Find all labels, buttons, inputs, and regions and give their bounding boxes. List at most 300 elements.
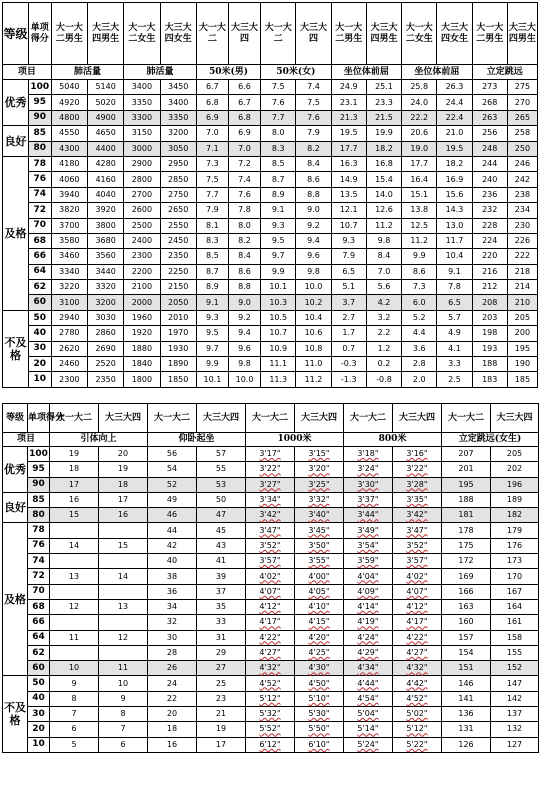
value-cell: 21.5: [366, 110, 401, 125]
value-cell: 160: [442, 615, 491, 630]
value-cell: 57: [197, 447, 246, 462]
value-cell: [50, 523, 99, 538]
value-cell: 19: [197, 722, 246, 737]
value-cell: 2050: [160, 295, 196, 310]
score-cell: 100: [28, 80, 51, 95]
value-cell: 9.4: [228, 326, 260, 341]
value-cell: 2350: [87, 372, 123, 387]
value-cell: 202: [491, 462, 539, 477]
value-cell: 15.6: [437, 187, 472, 202]
value-cell: 240: [472, 172, 507, 187]
value-cell: 17: [99, 492, 148, 507]
table-row: [3, 523, 539, 538]
value-cell: 2.2: [366, 326, 401, 341]
score-cell: 70: [28, 584, 50, 599]
value-cell: 9.5: [196, 326, 228, 341]
value-cell: 137: [491, 707, 539, 722]
value-cell: 8.5: [196, 249, 228, 264]
value-cell: 190: [507, 357, 537, 372]
score-cell: 50: [28, 676, 50, 691]
score-cell: 66: [28, 249, 51, 264]
value-cell: [99, 523, 148, 538]
table-row: [3, 187, 538, 202]
table-2-group-header: [3, 404, 539, 433]
value-cell: 4'09": [344, 584, 393, 599]
value-cell: 4'00": [295, 569, 344, 584]
value-cell: 49: [148, 492, 197, 507]
value-cell: 5.2: [402, 310, 437, 325]
value-cell: 14.0: [366, 187, 401, 202]
value-cell: 10.5: [261, 310, 296, 325]
value-cell: [99, 554, 148, 569]
value-cell: 3000: [124, 141, 160, 156]
value-cell: 2450: [160, 233, 196, 248]
value-cell: 2700: [124, 187, 160, 202]
value-cell: 3.3: [437, 357, 472, 372]
table-row: [3, 110, 538, 125]
score-cell: 30: [28, 707, 50, 722]
value-cell: 7.7: [261, 110, 296, 125]
value-cell: 164: [491, 599, 539, 614]
level-label: 及格: [3, 156, 29, 310]
table-row: [3, 310, 538, 325]
value-cell: 4'12": [246, 599, 295, 614]
value-cell: 2620: [51, 341, 87, 356]
value-cell: 4.2: [366, 295, 401, 310]
score-cell: 62: [28, 280, 51, 295]
value-cell: 3'18": [344, 447, 393, 462]
value-cell: 2.0: [402, 372, 437, 387]
value-cell: 37: [197, 584, 246, 599]
value-cell: 4'32": [246, 661, 295, 676]
value-cell: 5'30": [295, 707, 344, 722]
value-cell: 3'27": [246, 477, 295, 492]
value-cell: 3100: [51, 295, 87, 310]
value-cell: 10.1: [196, 372, 228, 387]
value-cell: 5040: [51, 80, 87, 95]
value-cell: 1960: [124, 310, 160, 325]
value-cell: 3'22": [393, 462, 442, 477]
value-cell: 47: [197, 508, 246, 523]
value-cell: 41: [197, 554, 246, 569]
value-cell: 3'28": [393, 477, 442, 492]
value-cell: 4'30": [295, 661, 344, 676]
value-cell: -0.3: [331, 357, 366, 372]
value-cell: 3.2: [366, 310, 401, 325]
table-row: [3, 707, 539, 722]
table-row: [3, 569, 539, 584]
value-cell: 142: [491, 691, 539, 706]
value-cell: 4280: [87, 156, 123, 171]
value-cell: 17: [50, 477, 99, 492]
value-cell: 2780: [51, 326, 87, 341]
score-cell: 64: [28, 630, 50, 645]
value-cell: 19.5: [331, 126, 366, 141]
value-cell: 3320: [87, 280, 123, 295]
value-cell: 4.9: [437, 326, 472, 341]
value-cell: 20.6: [402, 126, 437, 141]
score-cell: 20: [28, 722, 50, 737]
table-row: [3, 156, 538, 171]
value-cell: 9.6: [228, 341, 260, 356]
table-row: [3, 295, 538, 310]
value-cell: 9.2: [228, 310, 260, 325]
group-header: 大一大二男生: [331, 3, 366, 65]
value-cell: 4040: [87, 187, 123, 202]
value-cell: 173: [491, 554, 539, 569]
value-cell: 155: [491, 645, 539, 660]
value-cell: 17: [197, 737, 246, 752]
value-cell: 11.1: [261, 357, 296, 372]
value-cell: 10.7: [331, 218, 366, 233]
value-cell: -1.3: [331, 372, 366, 387]
value-cell: 203: [472, 310, 507, 325]
value-cell: 2600: [124, 203, 160, 218]
table-row: [3, 676, 539, 691]
value-cell: 9.3: [331, 233, 366, 248]
value-cell: 3580: [51, 233, 87, 248]
level-label: 优秀: [3, 80, 29, 126]
value-cell: 3'35": [393, 492, 442, 507]
value-cell: 5'10": [295, 691, 344, 706]
value-cell: 2000: [124, 295, 160, 310]
value-cell: 9.2: [296, 218, 331, 233]
value-cell: 3220: [51, 280, 87, 295]
value-cell: 6.7: [228, 95, 260, 110]
value-cell: 3680: [87, 233, 123, 248]
value-cell: 9: [99, 691, 148, 706]
value-cell: 5: [50, 737, 99, 752]
value-cell: 4180: [51, 156, 87, 171]
score-cell: 10: [28, 372, 51, 387]
value-cell: 14.3: [437, 203, 472, 218]
value-cell: [50, 615, 99, 630]
value-cell: 3'59": [344, 554, 393, 569]
value-cell: 205: [491, 447, 539, 462]
value-cell: 172: [442, 554, 491, 569]
value-cell: 127: [491, 737, 539, 752]
value-cell: 205: [507, 310, 537, 325]
table-row: [3, 584, 539, 599]
value-cell: 19.9: [366, 126, 401, 141]
value-cell: 2750: [160, 187, 196, 202]
value-cell: 3'44": [344, 508, 393, 523]
value-cell: 9.4: [296, 233, 331, 248]
group-header: 大三大四: [296, 3, 331, 65]
group-header: 大三大四男生: [366, 3, 401, 65]
value-cell: [99, 645, 148, 660]
value-cell: 14: [99, 569, 148, 584]
standards-table-1: [2, 2, 538, 388]
value-cell: 6.0: [402, 295, 437, 310]
value-cell: 25.1: [366, 80, 401, 95]
item-header: 800米: [344, 433, 442, 447]
value-cell: 50: [197, 492, 246, 507]
value-cell: 158: [491, 630, 539, 645]
value-cell: [50, 554, 99, 569]
value-cell: 2690: [87, 341, 123, 356]
table-2-body: [3, 404, 539, 753]
value-cell: 20: [99, 447, 148, 462]
value-cell: 178: [442, 523, 491, 538]
value-cell: 5.1: [331, 280, 366, 295]
score-cell: 40: [28, 691, 50, 706]
value-cell: 45: [197, 523, 246, 538]
score-cell: 64: [28, 264, 51, 279]
value-cell: 3'24": [344, 462, 393, 477]
value-cell: 44: [148, 523, 197, 538]
table-row: [3, 218, 538, 233]
score-cell: 72: [28, 203, 51, 218]
value-cell: 4'17": [246, 615, 295, 630]
value-cell: 6: [50, 722, 99, 737]
value-cell: 16: [148, 737, 197, 752]
value-cell: 8: [50, 691, 99, 706]
value-cell: 4.1: [437, 341, 472, 356]
value-cell: 263: [472, 110, 507, 125]
value-cell: 3200: [87, 295, 123, 310]
value-cell: 3'30": [344, 477, 393, 492]
value-cell: 4.4: [402, 326, 437, 341]
value-cell: 7.1: [196, 141, 228, 156]
value-cell: 24: [148, 676, 197, 691]
table-row: [3, 326, 538, 341]
value-cell: 14: [50, 538, 99, 553]
value-cell: 9.8: [296, 264, 331, 279]
group-header: 大一大二: [196, 3, 228, 65]
value-cell: 0.7: [331, 341, 366, 356]
value-cell: 2650: [160, 203, 196, 218]
level-label: 良好: [3, 126, 29, 157]
value-cell: 2250: [160, 264, 196, 279]
value-cell: 167: [491, 584, 539, 599]
value-cell: 9.0: [296, 203, 331, 218]
value-cell: 5'12": [246, 691, 295, 706]
value-cell: 151: [442, 661, 491, 676]
value-cell: 4'50": [295, 676, 344, 691]
value-cell: 8.0: [228, 218, 260, 233]
score-cell: 20: [28, 357, 51, 372]
value-cell: 3820: [51, 203, 87, 218]
value-cell: 31: [197, 630, 246, 645]
value-cell: 33: [197, 615, 246, 630]
value-cell: 6'12": [246, 737, 295, 752]
value-cell: 27: [197, 661, 246, 676]
value-cell: 24.0: [402, 95, 437, 110]
value-cell: 7.4: [228, 172, 260, 187]
table-row: [3, 357, 538, 372]
value-cell: 5'04": [344, 707, 393, 722]
value-cell: 21.3: [331, 110, 366, 125]
value-cell: 3'57": [393, 554, 442, 569]
value-cell: 198: [472, 326, 507, 341]
value-cell: 9.8: [366, 233, 401, 248]
value-cell: 228: [472, 218, 507, 233]
value-cell: 1880: [124, 341, 160, 356]
value-cell: 246: [507, 156, 537, 171]
score-cell: 90: [28, 477, 50, 492]
table-row: [3, 264, 538, 279]
value-cell: 3'37": [344, 492, 393, 507]
value-cell: 5'52": [246, 722, 295, 737]
level-header: 等级: [3, 404, 28, 433]
table-row: [3, 737, 539, 752]
table-row: [3, 691, 539, 706]
value-cell: 11.7: [437, 233, 472, 248]
value-cell: 3400: [124, 80, 160, 95]
table-row: [3, 599, 539, 614]
value-cell: 15.1: [402, 187, 437, 202]
value-cell: 1800: [124, 372, 160, 387]
value-cell: 5020: [87, 95, 123, 110]
value-cell: 3'16": [393, 447, 442, 462]
value-cell: [50, 584, 99, 599]
value-cell: 11.2: [296, 372, 331, 387]
value-cell: 4'32": [393, 661, 442, 676]
value-cell: 18.2: [437, 156, 472, 171]
value-cell: 53: [197, 477, 246, 492]
value-cell: 210: [507, 295, 537, 310]
value-cell: 32: [148, 615, 197, 630]
value-cell: 2010: [160, 310, 196, 325]
value-cell: 3400: [160, 95, 196, 110]
value-cell: 19: [50, 447, 99, 462]
value-cell: 7.0: [366, 264, 401, 279]
value-cell: 7.8: [228, 203, 260, 218]
value-cell: 212: [472, 280, 507, 295]
value-cell: 195: [507, 341, 537, 356]
value-cell: 273: [472, 80, 507, 95]
value-cell: 4'25": [295, 645, 344, 660]
value-cell: 4060: [51, 172, 87, 187]
value-cell: [50, 645, 99, 660]
value-cell: 163: [442, 599, 491, 614]
value-cell: 42: [148, 538, 197, 553]
value-cell: 9.0: [228, 295, 260, 310]
table-row: [3, 615, 539, 630]
value-cell: 56: [148, 447, 197, 462]
group-header: 大一大二: [50, 404, 99, 433]
level-label: 不及格: [3, 310, 29, 387]
value-cell: 1970: [160, 326, 196, 341]
value-cell: 10.9: [261, 341, 296, 356]
items-label: 项目: [3, 65, 52, 80]
value-cell: 18: [50, 462, 99, 477]
value-cell: 8.6: [402, 264, 437, 279]
table-row: [3, 172, 538, 187]
value-cell: 2550: [160, 218, 196, 233]
table-2-items-header: [3, 433, 539, 447]
value-cell: 5.7: [437, 310, 472, 325]
value-cell: 21.0: [437, 126, 472, 141]
table-row: [3, 126, 538, 141]
value-cell: 39: [197, 569, 246, 584]
value-cell: 2460: [51, 357, 87, 372]
value-cell: 4'24": [344, 630, 393, 645]
score-cell: 78: [28, 156, 51, 171]
value-cell: 6.9: [196, 110, 228, 125]
value-cell: 16.9: [437, 172, 472, 187]
value-cell: 4'14": [344, 599, 393, 614]
table-row: [3, 661, 539, 676]
group-header: 大三大四女生: [437, 3, 472, 65]
value-cell: 12.5: [402, 218, 437, 233]
value-cell: 19.5: [437, 141, 472, 156]
value-cell: 2400: [124, 233, 160, 248]
value-cell: 3'54": [344, 538, 393, 553]
value-cell: 3'17": [246, 447, 295, 462]
group-header: 大一大二女生: [124, 3, 160, 65]
group-header: 大一大二: [442, 404, 491, 433]
value-cell: 4'20": [295, 630, 344, 645]
value-cell: 3'15": [295, 447, 344, 462]
value-cell: 4300: [51, 141, 87, 156]
value-cell: 3150: [124, 126, 160, 141]
value-cell: 179: [491, 523, 539, 538]
item-header: 立定跳远(女生): [442, 433, 539, 447]
value-cell: 7.7: [196, 187, 228, 202]
value-cell: 3700: [51, 218, 87, 233]
value-cell: 29: [197, 645, 246, 660]
value-cell: 258: [507, 126, 537, 141]
value-cell: 222: [507, 249, 537, 264]
value-cell: 8.2: [296, 141, 331, 156]
value-cell: 6: [99, 737, 148, 752]
item-header: 引体向上: [50, 433, 148, 447]
value-cell: 147: [491, 676, 539, 691]
value-cell: 230: [507, 218, 537, 233]
value-cell: 7.5: [196, 172, 228, 187]
value-cell: 207: [442, 447, 491, 462]
group-header: 大三大四: [393, 404, 442, 433]
score-cell: 78: [28, 523, 50, 538]
value-cell: 3'20": [295, 462, 344, 477]
level-header: 等级: [3, 3, 29, 65]
value-cell: 200: [507, 326, 537, 341]
item-header: 肺活量: [51, 65, 124, 80]
group-header: 大一大二: [246, 404, 295, 433]
value-cell: 161: [491, 615, 539, 630]
score-cell: 10: [28, 737, 50, 752]
item-header: 50米(男): [196, 65, 260, 80]
score-header: 单项得分: [28, 3, 51, 65]
value-cell: 2.7: [331, 310, 366, 325]
group-header: 大一大二男生: [472, 3, 507, 65]
item-header: 1000米: [246, 433, 344, 447]
score-cell: 74: [28, 554, 50, 569]
value-cell: 5'32": [246, 707, 295, 722]
item-header: 肺活量: [124, 65, 197, 80]
value-cell: 9.3: [196, 310, 228, 325]
value-cell: 26.3: [437, 80, 472, 95]
value-cell: 0.2: [366, 357, 401, 372]
value-cell: 4550: [51, 126, 87, 141]
items-label: 项目: [3, 433, 50, 447]
value-cell: 52: [148, 477, 197, 492]
score-cell: 30: [28, 341, 51, 356]
value-cell: 175: [442, 538, 491, 553]
value-cell: 6.8: [228, 110, 260, 125]
value-cell: 7.9: [196, 203, 228, 218]
value-cell: [99, 584, 148, 599]
value-cell: 7.6: [296, 110, 331, 125]
value-cell: 216: [472, 264, 507, 279]
value-cell: 10.4: [296, 310, 331, 325]
value-cell: 7.2: [228, 156, 260, 171]
value-cell: 250: [507, 141, 537, 156]
value-cell: 9.6: [296, 249, 331, 264]
value-cell: 3.6: [402, 341, 437, 356]
